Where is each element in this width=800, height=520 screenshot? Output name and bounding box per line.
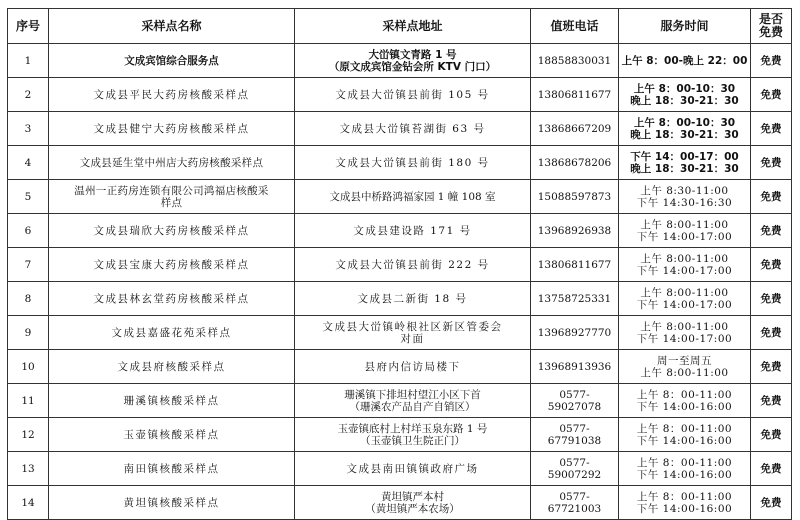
row-address — [295, 316, 531, 350]
row-name: 黄坦镇核酸采样点 — [49, 486, 295, 520]
row-free: 免费 — [751, 452, 792, 486]
row-hours-line1: 上午 8：00-11:00 — [636, 456, 733, 469]
row-hours — [619, 418, 751, 452]
row-hours-line1: 上午 8:00-11:00 — [640, 218, 729, 231]
row-free: 免费 — [751, 146, 792, 180]
row-name: 文成县林玄堂药房核酸采样点 — [49, 282, 295, 316]
row-no: 9 — [8, 316, 49, 350]
row-name: 文成县健宁大药房核酸采样点 — [49, 112, 295, 146]
row-phone: 0577-59007292 — [531, 452, 619, 486]
table-row — [8, 78, 792, 112]
row-no: 12 — [8, 418, 49, 452]
row-hours — [619, 112, 751, 146]
row-address: 文成县大峃镇县前街 180 号 — [295, 146, 531, 180]
row-name: 玉壶镇核酸采样点 — [49, 418, 295, 452]
row-phone: 15088597873 — [531, 180, 619, 214]
row-hours-line2: 下午 14:00-17:00 — [636, 264, 733, 277]
row-hours-line1: 上午 8:00-11:00 — [640, 252, 729, 265]
row-phone: 13968926938 — [531, 214, 619, 248]
row-name: 文成宾馆综合服务点 — [49, 44, 295, 78]
row-hours-line1: 周一至周五 — [657, 354, 712, 367]
header-hours: 服务时间 — [619, 9, 751, 44]
row-address: 文成县大峃镇苔湖街 63 号 — [295, 112, 531, 146]
row-address: 文成县二新街 18 号 — [295, 282, 531, 316]
row-free: 免费 — [751, 282, 792, 316]
row-hours-line1: 下午 14：00-17：00 — [630, 150, 739, 163]
row-phone: 13758725331 — [531, 282, 619, 316]
row-name: 文成县平民大药房核酸采样点 — [49, 78, 295, 112]
row-hours-line1: 上午 8：00-11:00 — [636, 422, 733, 435]
table-row — [8, 44, 792, 78]
row-no: 14 — [8, 486, 49, 520]
header-row — [8, 9, 792, 44]
row-phone: 13968927770 — [531, 316, 619, 350]
table-row — [8, 248, 792, 282]
row-no: 2 — [8, 78, 49, 112]
row-hours-line2: 下午 14:00-17:00 — [636, 332, 733, 345]
row-phone: 13968913936 — [531, 350, 619, 384]
row-name: 文成县瑞欣大药房核酸采样点 — [49, 214, 295, 248]
row-address — [295, 418, 531, 452]
table-row — [8, 180, 792, 214]
row-phone: 13806811677 — [531, 78, 619, 112]
row-hours-line2: 下午 14:00-16:00 — [636, 468, 733, 481]
row-phone: 0577-67721003 — [531, 486, 619, 520]
row-hours-line1: 上午 8：00-晚上 22：00 — [621, 54, 748, 67]
table-row — [8, 350, 792, 384]
row-hours-line2: 下午 14:00-16:00 — [636, 434, 733, 447]
row-free: 免费 — [751, 78, 792, 112]
table-row — [8, 384, 792, 418]
row-address: 文成县大峃镇县前街 222 号 — [295, 248, 531, 282]
row-address — [295, 486, 531, 520]
row-address-line2: （珊溪农产品自产自销区） — [349, 400, 476, 413]
row-hours — [619, 78, 751, 112]
row-free: 免费 — [751, 248, 792, 282]
row-hours-line1: 上午 8：00-11:00 — [636, 490, 733, 503]
row-hours — [619, 282, 751, 316]
row-hours-line2: 晚上 18：30-21：30 — [630, 94, 739, 107]
row-hours — [619, 44, 751, 78]
row-hours — [619, 316, 751, 350]
row-hours — [619, 350, 751, 384]
table-row — [8, 418, 792, 452]
table-row — [8, 486, 792, 520]
row-hours — [619, 248, 751, 282]
header-free — [751, 9, 792, 44]
row-name: 南田镇核酸采样点 — [49, 452, 295, 486]
row-free: 免费 — [751, 350, 792, 384]
row-address: 文成县大峃镇县前街 105 号 — [295, 78, 531, 112]
row-phone: 0577-59027078 — [531, 384, 619, 418]
table-row — [8, 452, 792, 486]
row-hours-line1: 上午 8:00-11:00 — [640, 320, 729, 333]
row-address-line1: 文成县大峃镇岭根社区新区管委会 — [322, 320, 503, 333]
row-address-line1: 大峃镇文青路 1 号 — [368, 48, 457, 61]
row-free: 免费 — [751, 112, 792, 146]
row-address — [295, 44, 531, 78]
sampling-sites-table — [7, 8, 792, 520]
table-row — [8, 282, 792, 316]
row-hours — [619, 452, 751, 486]
header-phone: 值班电话 — [531, 9, 619, 44]
row-no: 3 — [8, 112, 49, 146]
row-no: 7 — [8, 248, 49, 282]
row-no: 11 — [8, 384, 49, 418]
row-hours — [619, 180, 751, 214]
row-no: 6 — [8, 214, 49, 248]
row-hours — [619, 486, 751, 520]
row-hours-line1: 上午 8：00-10：30 — [633, 82, 736, 95]
row-free: 免费 — [751, 486, 792, 520]
table-row — [8, 112, 792, 146]
row-phone: 0577-67791038 — [531, 418, 619, 452]
row-name-line1: 温州一正药房连锁有限公司鸿福店核酸采 — [74, 184, 269, 197]
header-free-line2: 免费 — [758, 25, 783, 39]
row-address-line1: 玉壶镇底村上村垟玉泉东路 1 号 — [337, 422, 488, 435]
row-hours-line2: 下午 14:00-16:00 — [636, 502, 733, 515]
row-no: 10 — [8, 350, 49, 384]
row-hours-line2: 下午 14:30-16:30 — [636, 196, 733, 209]
row-free: 免费 — [751, 180, 792, 214]
row-hours-line2: 下午 14:00-16:00 — [636, 400, 733, 413]
row-free: 免费 — [751, 384, 792, 418]
row-name: 文成县府核酸采样点 — [49, 350, 295, 384]
row-hours-line2: 下午 14:00-17:00 — [636, 230, 733, 243]
row-hours-line2: 上午 8:00-11:00 — [640, 366, 729, 379]
table-row — [8, 214, 792, 248]
row-hours — [619, 214, 751, 248]
row-phone: 18858830031 — [531, 44, 619, 78]
row-hours-line2: 晚上 18：30-21：30 — [630, 162, 739, 175]
row-free: 免费 — [751, 418, 792, 452]
row-name: 珊溪镇核酸采样点 — [49, 384, 295, 418]
row-no: 13 — [8, 452, 49, 486]
header-no: 序号 — [8, 9, 49, 44]
table-row — [8, 316, 792, 350]
row-free: 免费 — [751, 44, 792, 78]
row-address-line2: （黄坦镇严本农场） — [365, 502, 460, 515]
row-hours — [619, 146, 751, 180]
row-name: 文成县嘉盛花苑采样点 — [49, 316, 295, 350]
row-address — [295, 384, 531, 418]
row-phone: 13868667209 — [531, 112, 619, 146]
row-address-line1: 黄坦镇严本村 — [381, 490, 444, 503]
row-hours-line1: 上午 8:00-11:00 — [640, 286, 729, 299]
row-free: 免费 — [751, 214, 792, 248]
row-no: 1 — [8, 44, 49, 78]
row-address-line1: 珊溪镇下排坦村望江小区下首 — [344, 388, 481, 401]
row-name-line2: 样点 — [160, 196, 183, 209]
row-hours-line1: 上午 8：00-10：30 — [633, 116, 736, 129]
header-address: 采样点地址 — [295, 9, 531, 44]
row-address-line2: 对面 — [400, 332, 425, 345]
row-name: 文成县宝康大药房核酸采样点 — [49, 248, 295, 282]
header-name: 采样点名称 — [49, 9, 295, 44]
row-hours-line2: 下午 14:00-17:00 — [636, 298, 733, 311]
row-hours — [619, 384, 751, 418]
row-address-line2: （玉壶镇卫生院正门） — [360, 434, 465, 447]
row-no: 5 — [8, 180, 49, 214]
row-no: 8 — [8, 282, 49, 316]
row-address-line2: （原文成宾馆金钻会所 KTV 门口） — [328, 60, 497, 73]
row-address: 县府内信访局楼下 — [295, 350, 531, 384]
table-row — [8, 146, 792, 180]
row-phone: 13868678206 — [531, 146, 619, 180]
row-address: 文成县南田镇镇政府广场 — [295, 452, 531, 486]
row-name — [49, 180, 295, 214]
row-address: 文成县建设路 171 号 — [295, 214, 531, 248]
row-no: 4 — [8, 146, 49, 180]
row-name: 文成县延生堂中州店大药房核酸采样点 — [49, 146, 295, 180]
header-free-line1: 是否 — [758, 12, 783, 26]
row-address: 文成县中桥路鸿福家园 1 幢 108 室 — [295, 180, 531, 214]
row-phone: 13806811677 — [531, 248, 619, 282]
row-hours-line1: 上午 8：00-11:00 — [636, 388, 733, 401]
row-hours-line1: 上午 8:30-11:00 — [640, 184, 729, 197]
row-hours-line2: 晚上 18：30-21：30 — [630, 128, 739, 141]
row-free: 免费 — [751, 316, 792, 350]
